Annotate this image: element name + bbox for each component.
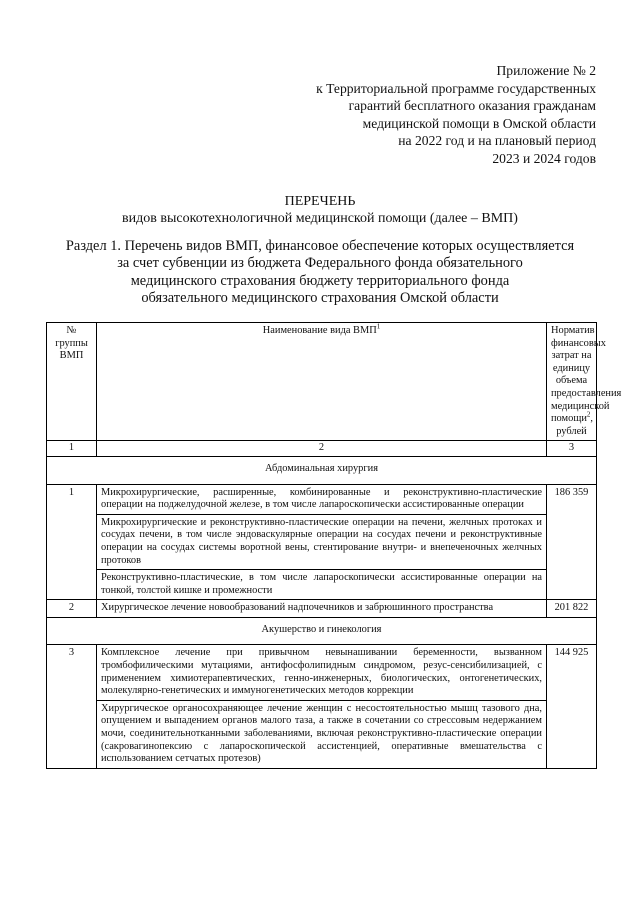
footnote-mark: 2	[586, 410, 591, 419]
vmp-item: Реконструктивно-пластические, в том числе лапароскопически ассистированные операции на тонкой, толстой кишке и промежности	[97, 570, 547, 600]
vmp-item: Микрохирургические и реконструктивно-пластические операции на печени, желчных протоках и сосудах печени, в том числе эндоваскулярные операции на сосудах печени и реконструктивные операции на сосудах системы воротной вены, стентирование внутри- и внепеченочных желчных протоков	[97, 514, 547, 569]
group-number: 1	[47, 484, 97, 600]
section-line: Раздел 1. Перечень видов ВМП, финансовое обеспечение которых осуществляется	[65, 238, 575, 254]
section-line: обязательного медицинского страхования Омской области	[141, 290, 499, 307]
document-subtitle: видов высокотехнологичной медицинской помощи (далее – ВМП)	[122, 211, 518, 226]
header-vmp-name-text: Наименование вида ВМП	[262, 325, 377, 336]
group-heading-row	[47, 617, 597, 645]
cost-value: 144 925	[547, 645, 597, 768]
appendix-line: медицинской помощи в Омской области	[362, 115, 596, 131]
section-line: за счет субвенции из бюджета Федерального фонда обязательного	[117, 255, 523, 272]
column-numbering-row	[47, 441, 597, 457]
vmp-item: Хирургическое лечение новообразований надпочечников и забрюшинного пространства	[97, 600, 547, 618]
appendix-header	[216, 62, 596, 168]
column-number: 2	[97, 441, 547, 457]
footnote-mark: 1	[376, 322, 381, 331]
appendix-line: к Территориальной программе государственных	[316, 80, 596, 96]
section-heading	[40, 238, 600, 308]
header-cost-tail: , рублей	[556, 413, 593, 437]
table-row	[47, 645, 597, 700]
header-cost-text: Норматив финансовых затрат на единицу объема предоставления медицинской помощи	[551, 325, 622, 425]
header-vmp-name	[97, 323, 547, 441]
appendix-line: на 2022 год и на плановый период	[398, 133, 596, 149]
vmp-item: Микрохирургические, расширенные, комбинированные и реконструктивно-пластические операции на поджелудочной железе, в том числе лапароскопически ассистированные операции	[97, 484, 547, 514]
header-group-number: № группы ВМП	[47, 323, 97, 441]
appendix-line: Приложение № 2	[496, 63, 596, 78]
vmp-item: Комплексное лечение при привычном невынашивании беременности, вызванном тромбофилическими мутациями, антифосфолипидным синдромом, резус-сенсибилизацией, с применением химиотерапевтических, генно-инженерных, биологических, онтогенетических, молекулярно-генетических и иммуногенетических методов коррекции	[97, 645, 547, 700]
table-row	[47, 484, 597, 514]
header-cost-norm	[547, 323, 622, 441]
group-number: 2	[47, 600, 97, 618]
group-heading-row	[47, 456, 597, 484]
group-heading: Абдоминальная хирургия	[47, 456, 597, 484]
table-row	[47, 514, 597, 569]
table-row	[47, 700, 597, 768]
table-header-row	[47, 323, 597, 441]
document-title: ПЕРЕЧЕНЬ	[284, 194, 356, 209]
group-number: 3	[47, 645, 97, 768]
appendix-line: гарантий бесплатного оказания гражданам	[348, 98, 596, 114]
column-number: 3	[547, 441, 597, 457]
cost-value: 186 359	[547, 484, 597, 600]
column-number: 1	[47, 441, 97, 457]
table-row	[47, 570, 597, 600]
section-line: медицинского страхования бюджету территориального фонда	[130, 272, 510, 289]
table-row	[47, 600, 597, 618]
appendix-line: 2023 и 2024 годов	[492, 150, 596, 166]
group-heading: Акушерство и гинекология	[47, 617, 597, 645]
cost-value: 201 822	[547, 600, 597, 618]
vmp-item: Хирургическое органосохраняющее лечение женщин с несостоятельностью мышц тазового дна, опущением и выпадением органов малого таза, а также в сочетании со стрессовым недержанием мочи, соединительнотканными заболеваниями, включая реконструктивно-пластические операции (сакровагинопексию с лапароскопической ассистенцией, оперативные вмешательства с использованием сетчатых протезов)	[97, 700, 547, 768]
vmp-table	[46, 322, 622, 769]
